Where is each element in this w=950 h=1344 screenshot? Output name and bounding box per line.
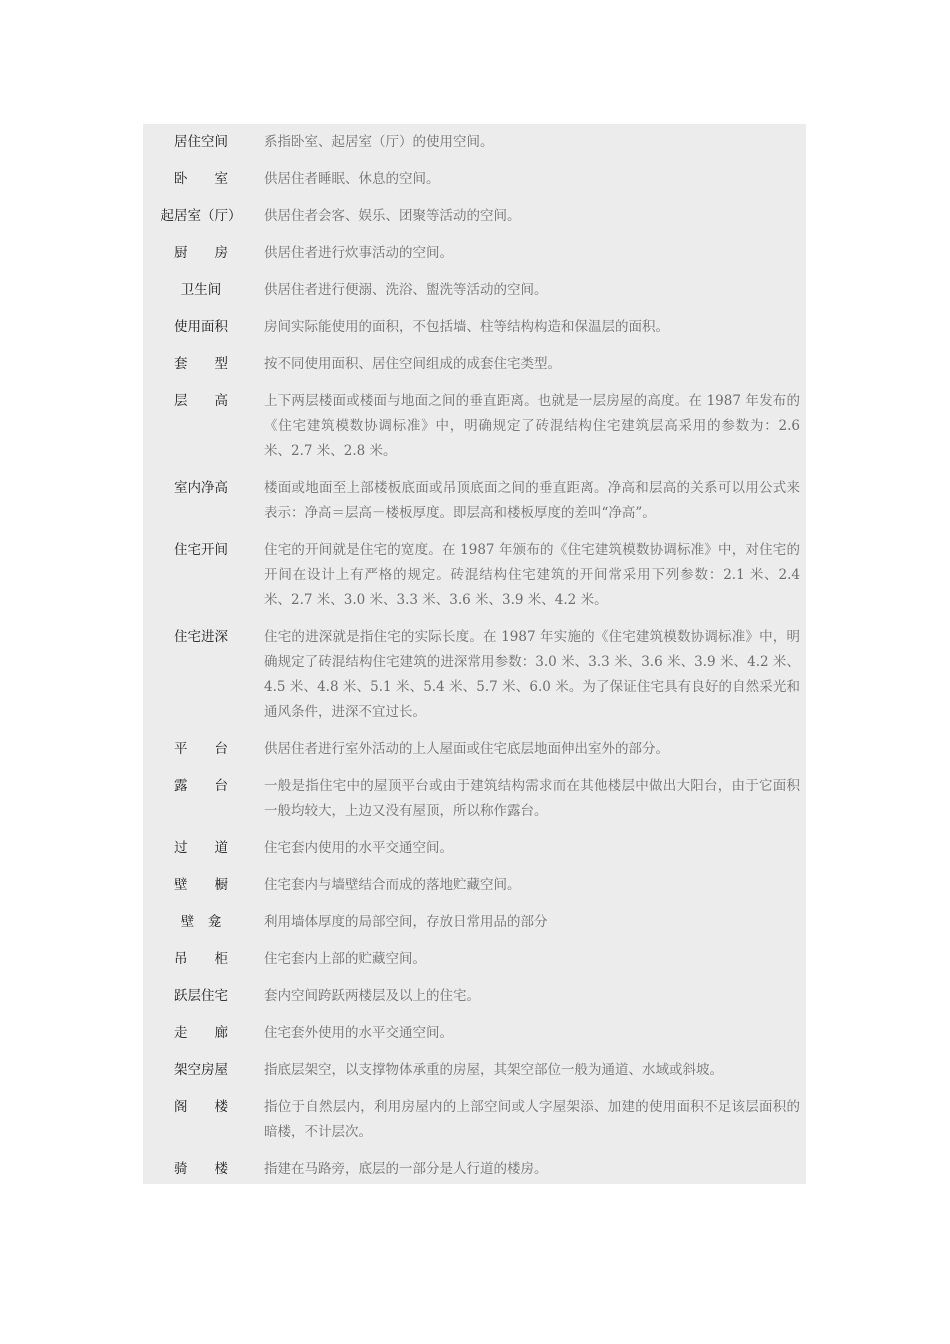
glossary-row (143, 204, 806, 229)
definition: 指底层架空，以支撑物体承重的房屋，其架空部位一般为通道、水域或斜坡。 (264, 1062, 723, 1078)
term: 居住空间 (174, 134, 228, 150)
glossary-row (143, 836, 806, 861)
definition: 住宅套外使用的水平交通空间。 (264, 1025, 453, 1041)
definition: 住宅套内使用的水平交通空间。 (264, 840, 453, 856)
definition: 楼面或地面至上部楼板底面或吊顶底面之间的垂直距离。净高和层高的关系可以用公式来表示：净高＝层高－楼板厚度。即层高和楼板厚度的差叫“净高”。 (264, 480, 800, 521)
term: 平 台 (174, 741, 228, 757)
term: 骑 楼 (174, 1161, 228, 1177)
glossary-row (143, 737, 806, 762)
term: 壁 龛 (180, 914, 222, 930)
term: 过 道 (174, 840, 228, 856)
term: 吊 柜 (174, 951, 228, 967)
glossary-row (143, 278, 806, 303)
term: 住宅进深 (174, 629, 228, 645)
glossary-row (143, 1095, 806, 1145)
definition: 住宅套内与墙壁结合而成的落地贮藏空间。 (264, 877, 521, 893)
definition: 供居住者进行炊事活动的空间。 (264, 245, 453, 261)
glossary-row (143, 1021, 806, 1046)
term: 阁 楼 (174, 1099, 228, 1115)
glossary-row (143, 538, 806, 613)
glossary-row (143, 352, 806, 377)
glossary-row (143, 241, 806, 266)
term: 使用面积 (174, 319, 228, 335)
definition: 系指卧室、起居室（厅）的使用空间。 (264, 134, 494, 150)
glossary-row (143, 774, 806, 824)
definition: 供居住者睡眠、休息的空间。 (264, 171, 440, 187)
glossary-row (143, 947, 806, 972)
term: 起居室（厅） (160, 208, 242, 224)
definition: 住宅的进深就是指住宅的实际长度。在 1987 年实施的《住宅建筑模数协调标准》中，明确规定了砖混结构住宅建筑的进深常用参数：3.0 米、3.3 米、3.6 米、3.9 米、4.2 米、4.5 米、4.8 米、5.1 米、5.4 米、5.7 米、6.0 米。为了保证住宅具有良好的自然采光和通风条件，进深不宜过长。 (264, 629, 800, 720)
glossary-row (143, 1058, 806, 1083)
glossary-row (143, 130, 806, 155)
definition: 套内空间跨跃两楼层及以上的住宅。 (264, 988, 480, 1004)
term: 厨 房 (174, 245, 228, 261)
definition: 上下两层楼面或楼面与地面之间的垂直距离。也就是一层房屋的高度。在 1987 年发布的《住宅建筑模数协调标准》中，明确规定了砖混结构住宅建筑层高采用的参数为：2.6 米、2.7 米、2.8 米。 (264, 393, 800, 459)
term: 跃层住宅 (174, 988, 228, 1004)
definition: 指建在马路旁，底层的一部分是人行道的楼房。 (264, 1161, 548, 1177)
term: 壁 橱 (174, 877, 228, 893)
definition: 供居住者进行室外活动的上人屋面或住宅底层地面伸出室外的部分。 (264, 741, 669, 757)
definition: 利用墙体厚度的局部空间，存放日常用品的部分 (264, 914, 548, 930)
definition: 指位于自然层内，利用房屋内的上部空间或人字屋架添、加建的使用面积不足该层面积的暗楼，不计层次。 (264, 1099, 800, 1140)
definition: 住宅的开间就是住宅的宽度。在 1987 年颁布的《住宅建筑模数协调标准》中，对住宅的开间在设计上有严格的规定。砖混结构住宅建筑的开间常采用下列参数：2.1 米、2.4 米、2.7 米、3.0 米、3.3 米、3.6 米、3.9 米、4.2 米。 (264, 542, 800, 608)
definition: 房间实际能使用的面积，不包括墙、柱等结构构造和保温层的面积。 (264, 319, 669, 335)
glossary-row (143, 389, 806, 464)
glossary-row (143, 910, 806, 935)
definition: 供居住者进行便溺、洗浴、盥洗等活动的空间。 (264, 282, 548, 298)
definition: 供居住者会客、娱乐、团聚等活动的空间。 (264, 208, 521, 224)
term: 套 型 (174, 356, 228, 372)
definition: 住宅套内上部的贮藏空间。 (264, 951, 426, 967)
glossary-panel (143, 124, 806, 1184)
glossary-row (143, 873, 806, 898)
glossary-row (143, 984, 806, 1009)
term: 卧 室 (174, 171, 228, 187)
definition: 一般是指住宅中的屋顶平台或由于建筑结构需求而在其他楼层中做出大阳台，由于它面积一般均较大，上边又没有屋顶，所以称作露台。 (264, 778, 800, 819)
term: 露 台 (174, 778, 228, 794)
term: 室内净高 (174, 480, 228, 496)
term: 走 廊 (174, 1025, 228, 1041)
glossary-row (143, 625, 806, 725)
term: 架空房屋 (174, 1062, 228, 1078)
term: 层 高 (174, 393, 228, 409)
glossary-row (143, 476, 806, 526)
glossary-row (143, 315, 806, 340)
glossary-row (143, 1157, 806, 1182)
term: 住宅开间 (174, 542, 228, 558)
term: 卫生间 (180, 282, 222, 298)
glossary-row (143, 167, 806, 192)
definition: 按不同使用面积、居住空间组成的成套住宅类型。 (264, 356, 561, 372)
